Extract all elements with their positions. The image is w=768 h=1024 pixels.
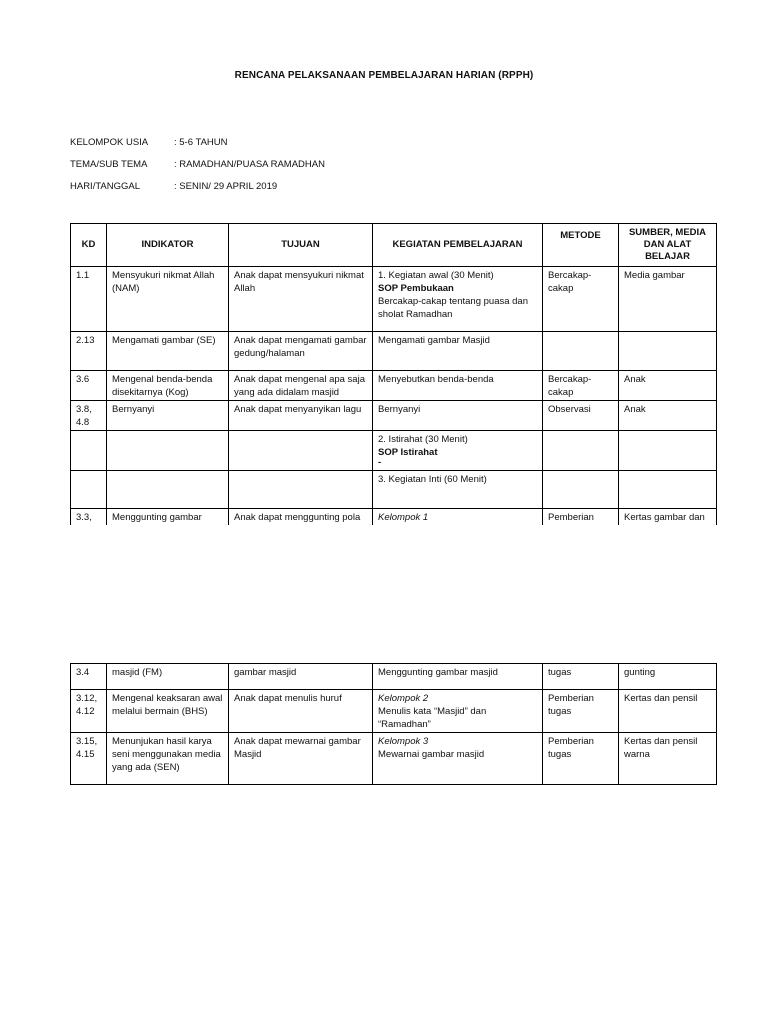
- table-row: [71, 733, 717, 785]
- cell-metode: tugas: [543, 664, 619, 690]
- cell-sumber: [619, 471, 717, 509]
- cell-metode: Pemberian tugas: [543, 733, 619, 785]
- kegiatan-group: Kelompok 2: [378, 693, 429, 704]
- cell-sumber: Anak: [619, 401, 717, 431]
- info-label: HARI/TANGGAL: [70, 181, 141, 192]
- info-label: TEMA/SUB TEMA: [70, 159, 148, 170]
- header-indikator: INDIKATOR: [107, 224, 229, 267]
- table-header-row: [71, 224, 717, 267]
- kegiatan-group: Kelompok 3: [378, 736, 429, 747]
- lesson-plan-table-page-1: [70, 223, 717, 525]
- cell-indikator: Menggunting gambar: [107, 509, 229, 526]
- cell-kd: 3.4: [71, 664, 107, 690]
- cell-metode: [543, 431, 619, 471]
- cell-tujuan: Anak dapat mensyukuri nikmat Allah: [229, 267, 373, 332]
- cell-sumber: [619, 332, 717, 371]
- header-kd: KD: [71, 224, 107, 267]
- info-value: : RAMADHAN/PUASA RAMADHAN: [174, 159, 325, 170]
- cell-indikator: Mensyukuri nikmat Allah (NAM): [107, 267, 229, 332]
- table-row: [71, 664, 717, 690]
- table-row: [71, 690, 717, 733]
- kegiatan-line: 2. Istirahat (30 Menit): [378, 434, 468, 445]
- header-tujuan: TUJUAN: [229, 224, 373, 267]
- table-row: [71, 401, 717, 431]
- cell-sumber: gunting: [619, 664, 717, 690]
- header-kegiatan: KEGIATAN PEMBELAJARAN: [373, 224, 543, 267]
- info-value: : SENIN/ 29 APRIL 2019: [174, 181, 278, 192]
- cell-kegiatan: [373, 733, 543, 785]
- cell-kegiatan: [373, 267, 543, 332]
- cell-sumber: Anak: [619, 371, 717, 401]
- info-label: KELOMPOK USIA: [70, 137, 149, 148]
- table-row: [71, 431, 717, 471]
- document-title: RENCANA PELAKSANAAN PEMBELAJARAN HARIAN (RPPH): [234, 70, 534, 81]
- cell-kd: 3.8, 4.8: [71, 401, 107, 431]
- kegiatan-line: Bercakap-cakap tentang puasa dan sholat Ramadhan: [378, 296, 528, 320]
- cell-kd: 3.6: [71, 371, 107, 401]
- cell-indikator: Mengenal benda-benda disekitarnya (Kog): [107, 371, 229, 401]
- cell-indikator: Bernyanyi: [107, 401, 229, 431]
- table-row: [71, 509, 717, 526]
- cell-tujuan: Anak dapat mengamati gambar gedung/halaman: [229, 332, 373, 371]
- kegiatan-line: Menulis kata “Masjid” dan “Ramadhan”: [378, 706, 487, 730]
- cell-indikator: Menunjukan hasil karya seni menggunakan media yang ada (SEN): [107, 733, 229, 785]
- cell-kegiatan: Mengamati gambar Masjid: [373, 332, 543, 371]
- cell-indikator: Mengenal keaksaran awal melalui bermain (BHS): [107, 690, 229, 733]
- cell-sumber: [619, 431, 717, 471]
- cell-tujuan: gambar masjid: [229, 664, 373, 690]
- lesson-plan-table-page-2: [70, 663, 717, 785]
- cell-kegiatan: Bernyanyi: [373, 401, 543, 431]
- cell-kegiatan: Kelompok 1: [373, 509, 543, 526]
- cell-kegiatan: Menggunting gambar masjid: [373, 664, 543, 690]
- cell-tujuan: Anak dapat menggunting pola: [229, 509, 373, 526]
- cell-kd: 3.15, 4.15: [71, 733, 107, 785]
- cell-kd: 1.1: [71, 267, 107, 332]
- cell-metode: Pemberian tugas: [543, 690, 619, 733]
- info-value: : 5-6 TAHUN: [174, 137, 228, 148]
- cell-tujuan: Anak dapat mengenal apa saja yang ada didalam masjid: [229, 371, 373, 401]
- cell-metode: Bercakap-cakap: [543, 371, 619, 401]
- cell-metode: Observasi: [543, 401, 619, 431]
- cell-tujuan: Anak dapat mewarnai gambar Masjid: [229, 733, 373, 785]
- header-sumber: SUMBER, MEDIA DAN ALAT BELAJAR: [619, 224, 717, 267]
- header-metode: METODE: [543, 224, 619, 267]
- cell-sumber: Kertas gambar dan: [619, 509, 717, 526]
- cell-tujuan: Anak dapat menyanyikan lagu: [229, 401, 373, 431]
- cell-indikator: Mengamati gambar (SE): [107, 332, 229, 371]
- cell-tujuan: [229, 431, 373, 471]
- table-row: [71, 471, 717, 509]
- cell-tujuan: Anak dapat menulis huruf: [229, 690, 373, 733]
- cell-kegiatan: [373, 431, 543, 471]
- cell-indikator: masjid (FM): [107, 664, 229, 690]
- sop-label: SOP Istirahat: [378, 447, 438, 458]
- cell-kegiatan: [373, 690, 543, 733]
- table-row: [71, 267, 717, 332]
- cell-kd: [71, 431, 107, 471]
- cell-tujuan: [229, 471, 373, 509]
- sop-label: SOP Pembukaan: [378, 283, 454, 294]
- table-row: [71, 371, 717, 401]
- cell-kd: 2.13: [71, 332, 107, 371]
- table-row: [71, 332, 717, 371]
- kegiatan-line: 1. Kegiatan awal (30 Menit): [378, 270, 494, 281]
- cell-sumber: Media gambar: [619, 267, 717, 332]
- cell-metode: Pemberian: [543, 509, 619, 526]
- cell-sumber: Kertas dan pensil warna: [619, 733, 717, 785]
- cell-kegiatan: 3. Kegiatan Inti (60 Menit): [373, 471, 543, 509]
- cell-metode: Bercakap-cakap: [543, 267, 619, 332]
- cell-indikator: [107, 471, 229, 509]
- cell-kd: 3.12, 4.12: [71, 690, 107, 733]
- cell-kegiatan: Menyebutkan benda-benda: [373, 371, 543, 401]
- cell-sumber: Kertas dan pensil: [619, 690, 717, 733]
- kegiatan-line: Mewarnai gambar masjid: [378, 749, 485, 760]
- cell-kd: [71, 471, 107, 509]
- kegiatan-line: -: [378, 457, 382, 468]
- cell-metode: [543, 332, 619, 371]
- cell-indikator: [107, 431, 229, 471]
- cell-kd: 3.3,: [71, 509, 107, 526]
- cell-metode: [543, 471, 619, 509]
